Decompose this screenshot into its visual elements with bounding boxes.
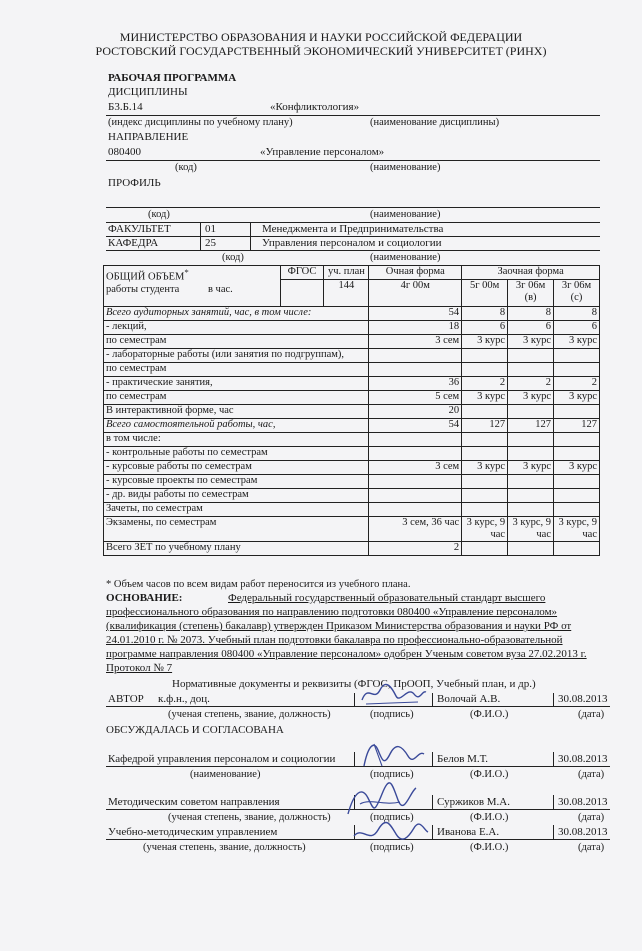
row-value-e3: 3 курс: [554, 391, 600, 405]
normative-docs: Нормативные документы и реквизиты (ФГОС, ПрООП, Учебный план, и др.): [172, 678, 536, 690]
table-row: [104, 419, 600, 433]
row-label: Всего самостоятельной работы, час,: [104, 419, 369, 433]
row-value-full: 3 сем, 36 час: [369, 517, 462, 542]
approval-1-date: 30.08.2013: [558, 753, 608, 765]
direction-code: 080400: [108, 146, 141, 158]
row-value-full: [369, 363, 462, 377]
row-value-full: 2: [369, 542, 462, 556]
approval-2-body-caption: (ученая степень, звание, должность): [168, 812, 331, 823]
row-label: В интерактивной форме, час: [104, 405, 369, 419]
basis-text-5: программе направления 080400 «Управление персоналом» одобрен Ученым советом вуза 27.02.2013 г.: [106, 648, 587, 660]
basis-text-1: Федеральный государственный образовательный стандарт высшего: [228, 592, 546, 604]
approval-3-date-caption: (дата): [578, 842, 605, 853]
row-value-e1: [462, 542, 508, 556]
row-label: - контрольные работы по семестрам: [104, 447, 369, 461]
approval-2-name: Суржиков М.А.: [437, 796, 511, 808]
approval-1-signature: [358, 736, 428, 772]
table-row: [104, 433, 600, 447]
row-value-e1: [462, 349, 508, 363]
table-row: [104, 363, 600, 377]
table-row: [104, 405, 600, 419]
ministry-heading: МИНИСТЕРСТВО ОБРАЗОВАНИЯ И НАУКИ РОССИЙСКОЙ ФЕДЕРАЦИИ: [119, 30, 523, 44]
head-student: работы студента: [106, 283, 180, 295]
approval-2-body: Методическим советом направления: [108, 796, 280, 808]
row-label: по семестрам: [104, 363, 369, 377]
row-value-full: [369, 349, 462, 363]
row-value-e2: [508, 349, 554, 363]
table-header-row: [104, 266, 600, 280]
row-value-e3: 127: [554, 419, 600, 433]
row-value-e2: [508, 447, 554, 461]
table-row: [104, 461, 600, 475]
author-fio-caption: (Ф.И.О.): [470, 709, 509, 720]
approval-2-date: 30.08.2013: [558, 796, 608, 808]
row-value-e1: [462, 433, 508, 447]
approval-2-date-caption: (дата): [578, 812, 605, 823]
author-sign-caption: (подпись): [370, 709, 414, 720]
direction-name-caption: (наименование): [370, 162, 441, 173]
row-value-e2: 6: [508, 321, 554, 335]
department-code: 25: [205, 237, 216, 249]
table-row: [104, 307, 600, 321]
table-row: [104, 475, 600, 489]
approval-3-name: Иванова Е.А.: [437, 826, 500, 838]
author-label: АВТОР: [108, 693, 144, 705]
row-value-full: [369, 447, 462, 461]
table-row: [104, 542, 600, 556]
row-value-e2: [508, 542, 554, 556]
approval-title: ОБСУЖДАЛАСЬ И СОГЛАСОВАНА: [106, 724, 284, 736]
approval-1-fio-caption: (Ф.И.О.): [470, 769, 509, 780]
head-total-star: *: [184, 267, 189, 277]
row-value-e1: [462, 475, 508, 489]
basis-text-4: 24.01.2010 г. № 2073. Учебный план подготовки бакалавра по профессионально-образовательной: [106, 634, 563, 646]
row-value-e3: 3 курс: [554, 461, 600, 475]
program-title: РАБОЧАЯ ПРОГРАММА: [108, 72, 237, 84]
row-value-e2: 3 курс, 9 час: [508, 517, 554, 542]
row-value-e2: 8: [508, 307, 554, 321]
name-caption: (наименование дисциплины): [370, 117, 500, 128]
row-value-full: 3 сем: [369, 335, 462, 349]
approval-2-fio-caption: (Ф.И.О.): [470, 812, 509, 823]
author-signature: [358, 680, 428, 710]
table-row: [104, 517, 600, 542]
department-name-caption: (наименование): [370, 252, 441, 263]
row-value-e1: [462, 363, 508, 377]
row-value-full: 54: [369, 307, 462, 321]
approval-3-sign-caption: (подпись): [370, 842, 414, 853]
row-value-e3: [554, 447, 600, 461]
table-row: [104, 503, 600, 517]
row-label: в том числе:: [104, 433, 369, 447]
row-value-e1: [462, 405, 508, 419]
approval-3-fio-caption: (Ф.И.О.): [470, 842, 509, 853]
author-date-caption: (дата): [578, 709, 605, 720]
row-value-e3: [554, 349, 600, 363]
row-label: - курсовые работы по семестрам: [104, 461, 369, 475]
ext-term-2: 3г 06м (в): [508, 280, 554, 307]
discipline-index: Б3.Б.14: [108, 101, 143, 113]
row-value-e2: 3 курс: [508, 391, 554, 405]
row-value-e3: [554, 489, 600, 503]
table-row: [104, 335, 600, 349]
faculty-code: 01: [205, 223, 216, 235]
table-row: [104, 321, 600, 335]
author-degree: к.ф.н., доц.: [158, 693, 210, 705]
head-extramural: Заочная форма: [462, 266, 600, 280]
row-value-e2: [508, 475, 554, 489]
approval-1-sign-caption: (подпись): [370, 769, 414, 780]
row-value-full: [369, 475, 462, 489]
row-label: Всего ЗЕТ по учебному плану: [104, 542, 369, 556]
direction-name: «Управление персоналом»: [260, 146, 385, 158]
row-value-full: 20: [369, 405, 462, 419]
university-heading: РОСТОВСКИЙ ГОСУДАРСТВЕННЫЙ ЭКОНОМИЧЕСКИЙ УНИВЕРСИТЕТ (РИНХ): [95, 44, 547, 58]
row-value-e2: 3 курс: [508, 335, 554, 349]
row-value-e1: 127: [462, 419, 508, 433]
row-value-e2: [508, 489, 554, 503]
row-value-full: 5 сем: [369, 391, 462, 405]
row-value-e1: 8: [462, 307, 508, 321]
ext-term-1: 5г 00м: [462, 280, 508, 307]
row-value-e3: [554, 542, 600, 556]
row-value-e2: [508, 503, 554, 517]
row-value-full: [369, 489, 462, 503]
row-value-e3: [554, 503, 600, 517]
row-value-full: [369, 503, 462, 517]
author-name: Волочай А.В.: [437, 693, 501, 705]
head-total: ОБЩИЙ ОБЪЕМ: [106, 271, 185, 283]
table-row: [104, 377, 600, 391]
row-value-e3: 3 курс: [554, 335, 600, 349]
row-value-e2: [508, 363, 554, 377]
approval-1-name: Белов М.Т.: [437, 753, 489, 765]
approval-1-body-caption: (наименование): [190, 769, 261, 780]
row-value-e3: 2: [554, 377, 600, 391]
row-value-full: 18: [369, 321, 462, 335]
row-label: по семестрам: [104, 391, 369, 405]
basis-text-6: Протокол № 7: [106, 662, 173, 674]
direction-label: НАПРАВЛЕНИЕ: [108, 131, 189, 143]
row-value-e1: 6: [462, 321, 508, 335]
row-label: по семестрам: [104, 335, 369, 349]
row-value-full: 3 сем: [369, 461, 462, 475]
row-value-full: 54: [369, 419, 462, 433]
head-fgos: ФГОС: [280, 266, 324, 280]
row-value-e2: [508, 433, 554, 447]
footnote: * Объем часов по всем видам работ переносится из учебного плана.: [106, 579, 411, 590]
basis-text-2: профессионального образования по направлению подготовки 080400 «Управление персоналом»: [106, 606, 558, 618]
approval-2-sign-caption: (подпись): [370, 812, 414, 823]
ext-term-3: 3г 06м (с): [554, 280, 600, 307]
table-row: [104, 349, 600, 363]
row-value-e3: 8: [554, 307, 600, 321]
program-subtitle: ДИСЦИПЛИНЫ: [108, 86, 188, 98]
profile-label: ПРОФИЛЬ: [108, 177, 161, 189]
row-label: Всего аудиторных занятий, час, в том числе:: [104, 307, 369, 321]
row-value-e1: [462, 447, 508, 461]
row-label: - курсовые проекты по семестрам: [104, 475, 369, 489]
basis-text-3: (квалификация (степень) бакалавр) утвержден Приказом Министерства образования и науки РФ от: [106, 620, 572, 632]
row-value-e2: 2: [508, 377, 554, 391]
faculty-name: Менеджмента и Предпринимательства: [262, 223, 444, 235]
department-name: Управления персоналом и социологии: [262, 237, 442, 249]
row-value-e1: 3 курс: [462, 335, 508, 349]
row-value-e1: [462, 503, 508, 517]
approval-3-body-caption: (ученая степень, звание, должность): [143, 842, 306, 853]
row-value-e2: 127: [508, 419, 554, 433]
author-degree-caption: (ученая степень, звание, должность): [168, 709, 331, 720]
approval-3-date: 30.08.2013: [558, 826, 608, 838]
table-row: [104, 391, 600, 405]
profile-name-caption: (наименование): [370, 209, 441, 220]
table-row: [104, 447, 600, 461]
plan-value: 144: [324, 280, 369, 307]
row-value-e2: [508, 405, 554, 419]
row-value-e3: [554, 475, 600, 489]
row-value-e1: 2: [462, 377, 508, 391]
approval-3-body: Учебно-методическим управлением: [108, 826, 278, 838]
author-date: 30.08.2013: [558, 693, 608, 705]
discipline-name: «Конфликтология»: [270, 101, 360, 113]
row-label: - др. виды работы по семестрам: [104, 489, 369, 503]
direction-code-caption: (код): [175, 162, 197, 173]
department-label: КАФЕДРА: [108, 237, 159, 249]
full-term: 4г 00м: [369, 280, 462, 307]
row-label: Зачеты, по семестрам: [104, 503, 369, 517]
index-caption: (индекс дисциплины по учебному плану): [108, 117, 293, 128]
approval-1-body: Кафедрой управления персоналом и социологии: [108, 753, 336, 765]
row-label: Экзамены, по семестрам: [104, 517, 369, 542]
workload-table: [103, 265, 600, 556]
department-code-caption: (код): [222, 252, 244, 263]
row-value-e1: 3 курс, 9 час: [462, 517, 508, 542]
row-value-e3: [554, 405, 600, 419]
row-value-e3: [554, 433, 600, 447]
row-value-e1: [462, 489, 508, 503]
row-value-full: 36: [369, 377, 462, 391]
head-hours: в час.: [207, 283, 233, 295]
row-label: - практические занятия,: [104, 377, 369, 391]
faculty-label: ФАКУЛЬТЕТ: [108, 223, 171, 235]
row-value-e3: [554, 363, 600, 377]
row-label: - лабораторные работы (или занятия по подгруппам),: [104, 349, 369, 363]
head-full: Очная форма: [369, 266, 462, 280]
row-value-e1: 3 курс: [462, 391, 508, 405]
table-row: [104, 489, 600, 503]
row-value-full: [369, 433, 462, 447]
row-value-e1: 3 курс: [462, 461, 508, 475]
basis-label: ОСНОВАНИЕ:: [106, 592, 183, 604]
approval-1-date-caption: (дата): [578, 769, 605, 780]
head-plan: уч. план: [324, 266, 369, 280]
row-value-e3: 3 курс, 9 час: [554, 517, 600, 542]
row-value-e2: 3 курс: [508, 461, 554, 475]
row-label: - лекций,: [104, 321, 369, 335]
profile-code-caption: (код): [148, 209, 170, 220]
row-value-e3: 6: [554, 321, 600, 335]
